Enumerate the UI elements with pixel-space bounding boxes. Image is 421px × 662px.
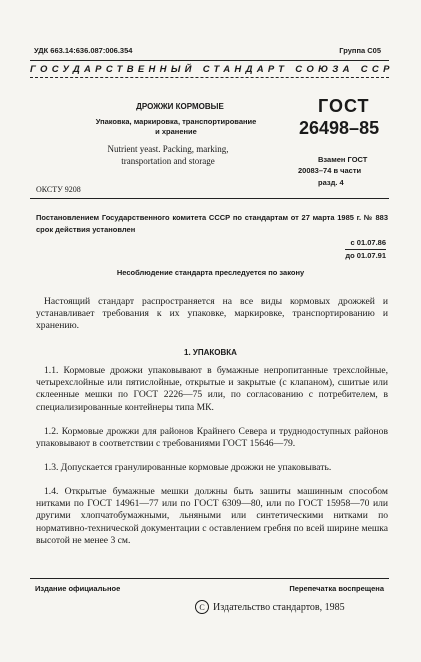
udk-code: УДК 663.14:636.087:006.354 <box>34 46 133 55</box>
gost-number: 26498–85 <box>299 118 380 138</box>
date-from: с 01.07.86 <box>350 238 386 247</box>
gost-label: ГОСТ <box>318 96 370 116</box>
paragraph-1-4: 1.4. Открытые бумажные мешки должны быть зашиты машинным способом нитками по ГОСТ 14961—77 или по ГОСТ 6309—80, или по ГОСТ 15958—70 или другими хлопчатобумажными, льняными или синтетическими нитками по нормативно-технической документации с оставлением гребня по всей ширине мешка высотой не менее 3 см. <box>36 486 388 546</box>
english-title <box>88 143 248 167</box>
group-code: Группа С05 <box>339 46 381 55</box>
okstu-code: ОКСТУ 9208 <box>36 185 81 194</box>
subtitle-line: Упаковка, маркировка, транспортирование <box>95 117 257 126</box>
banner-rule <box>30 77 389 78</box>
paragraph-1-1: 1.1. Кормовые дрожжи упаковывают в бумажные непропитанные трехслойные, четырехслойные или пятислойные, открытые и закрытые (с клапаном), сшитые или склеенные мешки по ГОСТ 2226—75 или, по согласованию с потребителем, в специализированные контейнеры типа МК. <box>36 365 388 413</box>
date-to: до 01.07.91 <box>345 251 386 260</box>
top-rule <box>30 60 389 61</box>
official-edition: Издание официальное <box>35 584 121 593</box>
footer-rule <box>30 578 389 579</box>
subtitle-line: и хранение <box>155 127 197 136</box>
legal-warning: Несоблюдение стандарта преследуется по закону <box>116 268 305 277</box>
intro-paragraph: Настоящий стандарт распространяется на все виды кормовых дрожжей и устанавливает требования к их упаковке, маркировке, транспортированию и хранению. <box>36 296 388 332</box>
english-title-line: Nutrient yeast. Packing, marking, <box>107 144 229 154</box>
document-title: ДРОЖЖИ КОРМОВЫЕ <box>136 102 224 111</box>
decree-text: Постановлением Государственного комитета СССР по стандартам от 27 марта 1985 г. № 883 срок действия установлен <box>36 213 388 234</box>
replaces-section: разд. 4 <box>318 178 344 187</box>
document-subtitle <box>76 117 276 137</box>
header-rule <box>30 198 389 199</box>
replaces-standard: 20083–74 в части <box>298 166 362 175</box>
validity-dates <box>345 237 386 262</box>
copyright-text: Издательство стандартов, 1985 <box>213 601 345 613</box>
paragraph-1-2: 1.2. Кормовые дрожжи для районов Крайнего Севера и труднодоступных районов упаковывают в соответствии с требованиями ГОСТ 15646—79. <box>36 426 388 450</box>
state-standard-banner: ГОСУДАРСТВЕННЫЙ СТАНДАРТ СОЮЗА ССР <box>30 64 394 75</box>
english-title-line: transportation and storage <box>121 156 215 166</box>
copyright-icon: C <box>195 600 209 614</box>
section-title: 1. УПАКОВКА <box>184 348 237 357</box>
copyright <box>195 600 345 614</box>
replaces-label: Взамен ГОСТ <box>318 155 368 164</box>
paragraph-1-3: 1.3. Допускается гранулированные кормовые дрожжи не упаковывать. <box>44 462 332 473</box>
reprint-prohibited: Перепечатка воспрещена <box>289 584 384 593</box>
